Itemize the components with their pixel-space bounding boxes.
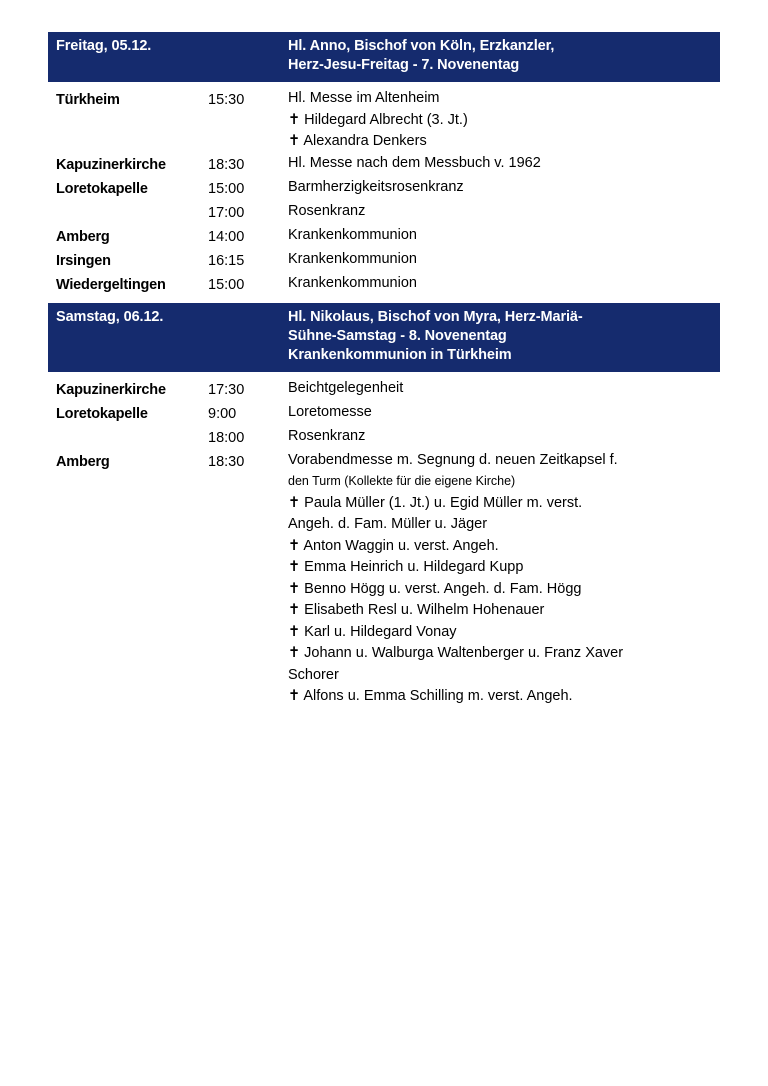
row-time: 16:15 — [208, 252, 245, 269]
day-date: Samstag, 06.12. — [56, 308, 164, 325]
row-place: Wiedergeltingen — [56, 276, 166, 293]
description-line: Hl. Messe nach dem Messbuch v. 1962 — [288, 154, 541, 171]
schedule-row — [48, 378, 720, 402]
schedule-row — [48, 402, 720, 426]
row-place: Loretokapelle — [56, 405, 148, 422]
schedule-row — [48, 153, 720, 177]
row-place: Kapuzinerkirche — [56, 156, 166, 173]
row-place: Türkheim — [56, 92, 120, 108]
description-line: ✝ Paula Müller (1. Jt.) u. Egid Müller m. verst. — [288, 494, 583, 511]
description-line: Angeh. d. Fam. Müller u. Jäger — [288, 516, 488, 532]
day-title-line: Hl. Nikolaus, Bischof von Myra, Herz-Mariä- — [288, 308, 583, 325]
description-line: Schorer — [288, 666, 339, 683]
row-description — [288, 273, 712, 295]
description-line: ✝ Emma Heinrich u. Hildegard Kupp — [288, 559, 524, 575]
description-line: Krankenkommunion — [288, 250, 417, 267]
row-time: 18:30 — [208, 453, 245, 470]
day-date: Freitag, 05.12. — [56, 38, 152, 54]
row-place: Kapuzinerkirche — [56, 381, 166, 398]
row-time: 14:00 — [208, 228, 245, 245]
row-time: 15:00 — [208, 276, 245, 293]
service-schedule — [48, 32, 720, 714]
row-description — [288, 450, 712, 708]
row-time: 9:00 — [208, 405, 237, 422]
row-place: Amberg — [56, 453, 110, 470]
row-place: Irsingen — [56, 252, 111, 269]
row-time: 15:00 — [208, 180, 245, 197]
row-description — [288, 88, 712, 153]
schedule-row — [48, 249, 720, 273]
row-time: 18:30 — [208, 156, 245, 173]
description-line: ✝ Alfons u. Emma Schilling m. verst. Angeh. — [288, 688, 573, 704]
row-time: 18:00 — [208, 429, 245, 446]
day-title-line: Sühne-Samstag - 8. Novenentag — [288, 327, 507, 344]
schedule-row — [48, 426, 720, 450]
row-description — [288, 426, 712, 448]
day-entries-saturday — [48, 372, 720, 714]
description-line: Loretomesse — [288, 403, 372, 420]
row-place: Loretokapelle — [56, 180, 148, 197]
description-line: ✝ Alexandra Denkers — [288, 133, 427, 149]
schedule-row — [48, 88, 720, 153]
row-place: Amberg — [56, 228, 110, 245]
day-header-friday — [48, 32, 720, 82]
description-line: ✝ Hildegard Albrecht (3. Jt.) — [288, 111, 468, 128]
row-description — [288, 177, 712, 199]
row-description — [288, 153, 712, 175]
description-line: ✝ Johann u. Walburga Waltenberger u. Franz Xaver — [288, 645, 624, 661]
schedule-row — [48, 450, 720, 708]
description-line: ✝ Karl u. Hildegard Vonay — [288, 623, 457, 640]
row-description — [288, 201, 712, 223]
row-time: 17:30 — [208, 381, 245, 398]
row-description — [288, 378, 712, 400]
row-description — [288, 249, 712, 271]
day-entries-friday — [48, 82, 720, 303]
day-title — [288, 37, 712, 75]
day-title-line: Hl. Anno, Bischof von Köln, Erzkanzler, — [288, 38, 555, 54]
day-header-saturday — [48, 303, 720, 372]
description-line: ✝ Elisabeth Resl u. Wilhelm Hohenauer — [288, 602, 545, 618]
description-line: Vorabendmesse m. Segnung d. neuen Zeitkapsel f. — [288, 451, 618, 468]
row-time: 17:00 — [208, 204, 245, 221]
description-line: Krankenkommunion — [288, 226, 417, 243]
description-line: Barmherzigkeitsrosenkranz — [288, 178, 464, 195]
schedule-row — [48, 201, 720, 225]
day-title-line: Krankenkommunion in Türkheim — [288, 346, 512, 363]
row-time: 15:30 — [208, 92, 245, 108]
description-line: Rosenkranz — [288, 202, 366, 219]
schedule-row — [48, 273, 720, 297]
schedule-row — [48, 177, 720, 201]
description-line: ✝ Anton Waggin u. verst. Angeh. — [288, 537, 499, 554]
day-title — [288, 308, 712, 365]
description-line: Beichtgelegenheit — [288, 379, 404, 396]
row-description — [288, 402, 712, 424]
description-line: Krankenkommunion — [288, 274, 417, 291]
description-line: Hl. Messe im Altenheim — [288, 90, 440, 106]
schedule-row — [48, 225, 720, 249]
description-line: ✝ Benno Högg u. verst. Angeh. d. Fam. Högg — [288, 580, 582, 597]
description-line: Rosenkranz — [288, 427, 366, 444]
row-description — [288, 225, 712, 247]
description-line: den Turm (Kollekte für die eigene Kirche) — [288, 474, 516, 488]
day-title-line: Herz-Jesu-Freitag - 7. Novenentag — [288, 57, 520, 73]
